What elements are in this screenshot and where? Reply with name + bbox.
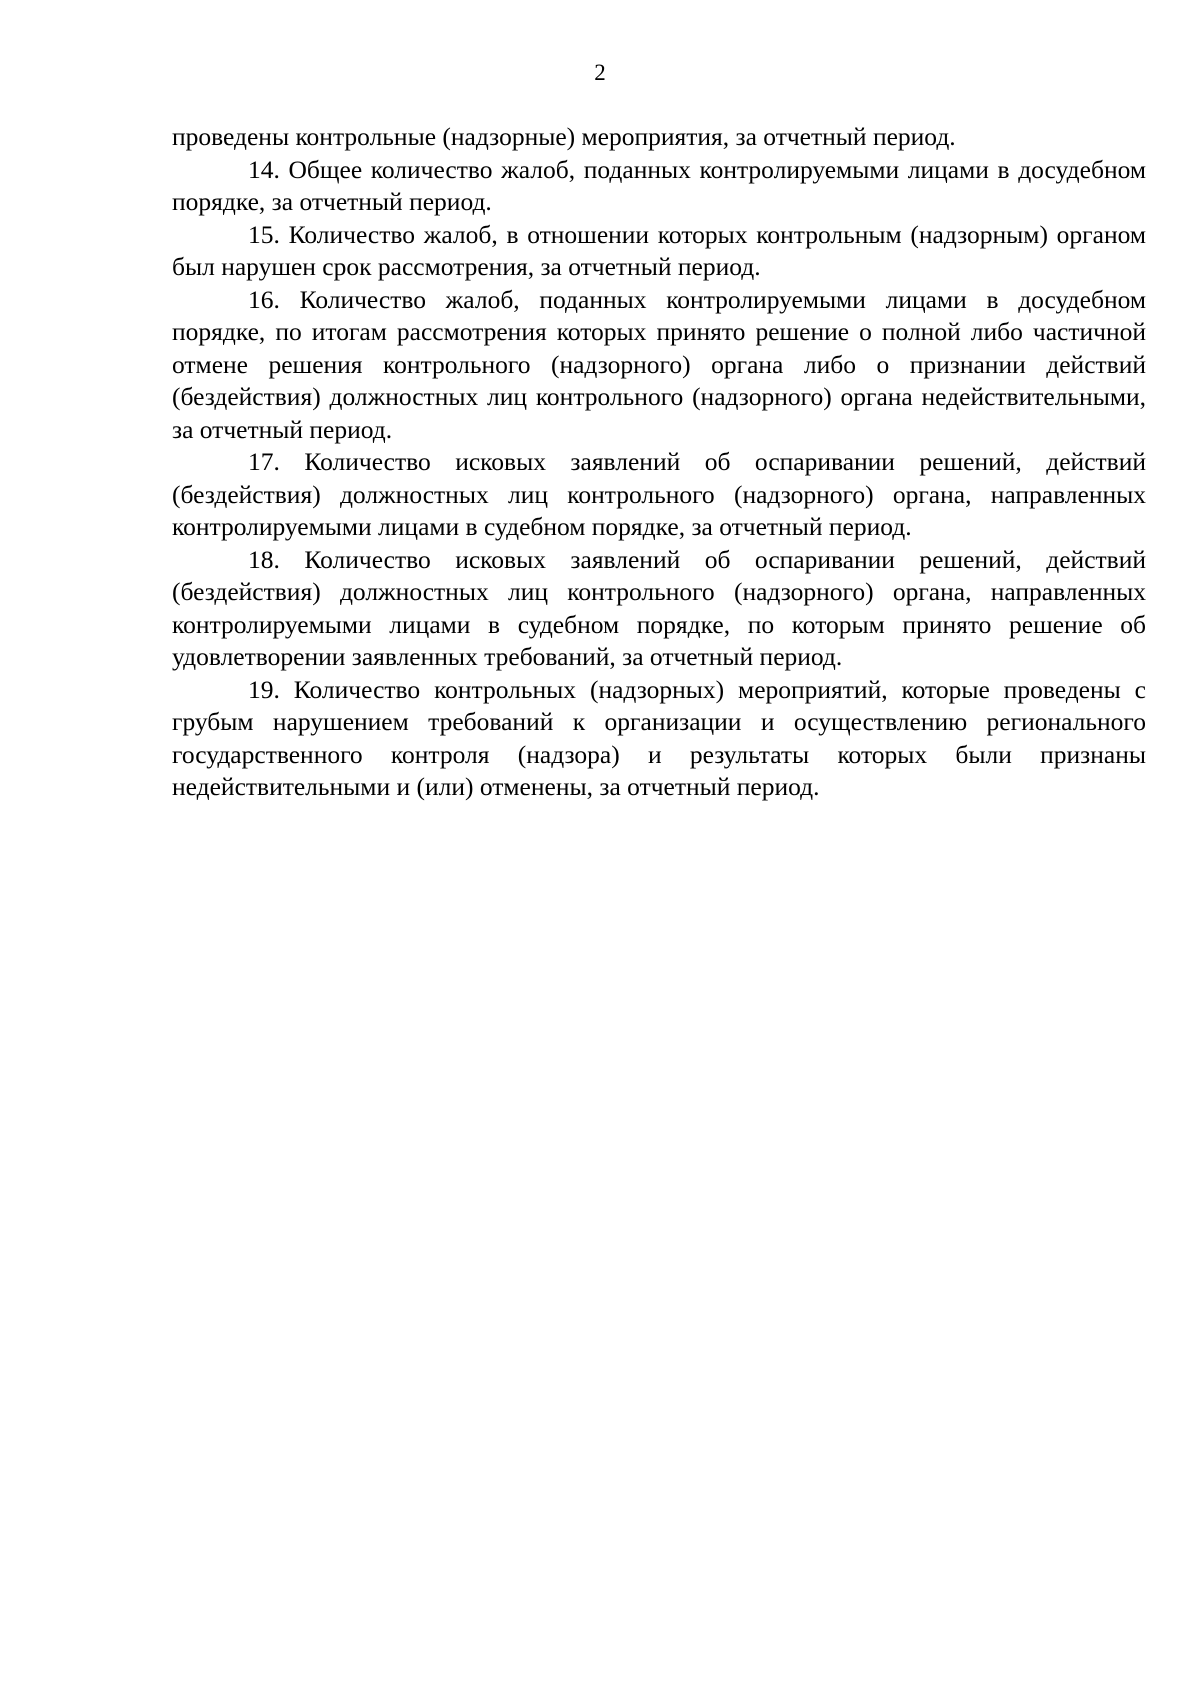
- paragraph-item-19: 19. Количество контрольных (надзорных) мероприятий, которые проведены с грубым нарушением требований к организации и осуществлению регионального государственного контроля (надзора) и результаты которых были признаны недействительными и (или) отменены, за отчетный период.: [172, 674, 1146, 801]
- paragraph-item-15: 15. Количество жалоб, в отношении которых контрольным (надзорным) органом был нарушен срок рассмотрения, за отчетный период.: [172, 219, 1146, 281]
- paragraph-item-16: 16. Количество жалоб, поданных контролируемыми лицами в досудебном порядке, по итогам рассмотрения которых принято решение о полной либо частичной отмене решения контрольного (надзорного) органа либо о признании действий (бездействия) должностных лиц контрольного (надзорного) органа недействительными, за отчетный период.: [172, 284, 1146, 444]
- page-number: 2: [594, 60, 606, 85]
- paragraph-item-17: 17. Количество исковых заявлений об оспаривании решений, действий (бездействия) должностных лиц контрольного (надзорного) органа, направленных контролируемыми лицами в судебном порядке, за отчетный период.: [172, 447, 1146, 541]
- paragraph-continuation: проведены контрольные (надзорные) мероприятия, за отчетный период.: [172, 122, 956, 151]
- document-body: [172, 121, 1146, 804]
- paragraph-item-14: 14. Общее количество жалоб, поданных контролируемыми лицами в досудебном порядке, за отчетный период.: [172, 154, 1146, 216]
- paragraph-item-18: 18. Количество исковых заявлений об оспаривании решений, действий (бездействия) должностных лиц контрольного (надзорного) органа, направленных контролируемыми лицами в судебном порядке, по которым принято решение об удовлетворении заявленных требований, за отчетный период.: [172, 544, 1146, 671]
